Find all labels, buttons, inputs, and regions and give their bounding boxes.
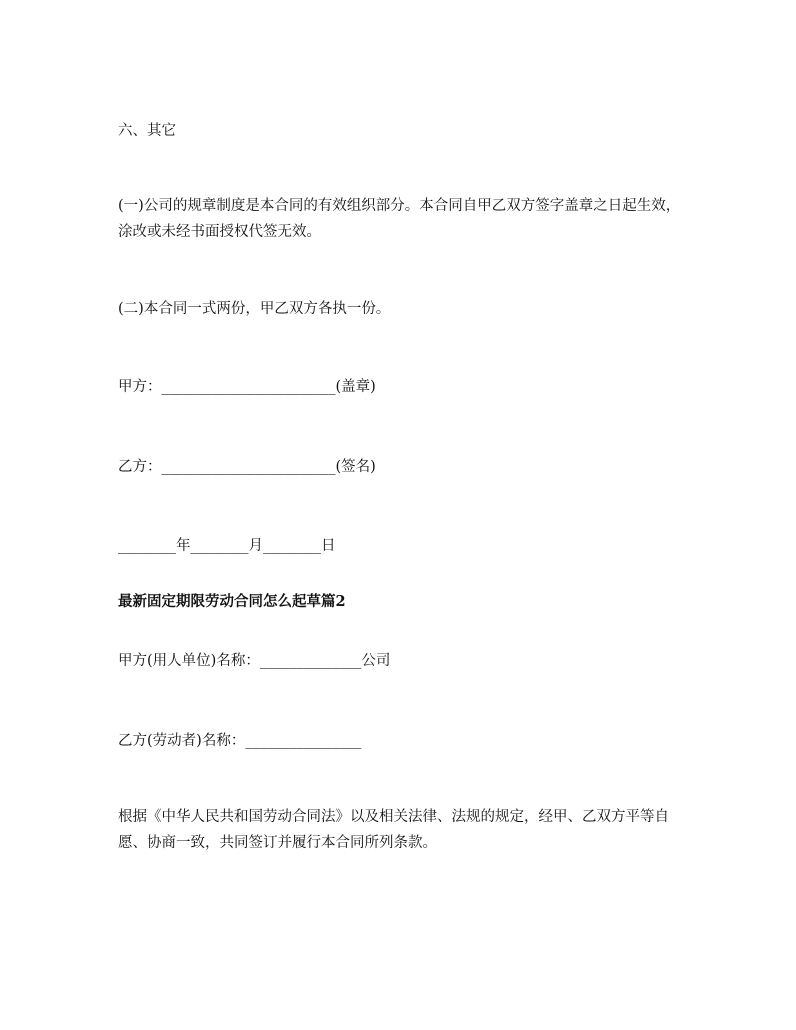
party-b-signature-line: 乙方：________________________(签名) xyxy=(118,459,376,475)
article-title: 最新固定期限劳动合同怎么起草篇2 xyxy=(118,593,346,610)
clause-paragraph: (二)本合同一式两份，甲乙双方各执一份。 xyxy=(118,301,391,317)
employer-name-line: 甲方(用人单位)名称：______________公司 xyxy=(118,653,391,669)
employee-name-line: 乙方(劳动者)名称：________________ xyxy=(118,733,362,749)
party-a-signature-line: 甲方：________________________(盖章) xyxy=(118,379,376,395)
clause-paragraph: (一)公司的规章制度是本合同的有效组织部分。本合同自甲乙双方签字盖章之日起生效，涂改或未经书面授权代签无效。 xyxy=(118,198,681,240)
intro-paragraph: 根据《中华人民共和国劳动合同法》以及相关法律、法规的规定，经甲、乙双方平等自愿、协商一致，共同签订并履行本合同所列条款。 xyxy=(118,809,669,851)
section-heading: 六、其它 xyxy=(118,123,176,139)
date-line: ________年________月________日 xyxy=(118,538,336,554)
